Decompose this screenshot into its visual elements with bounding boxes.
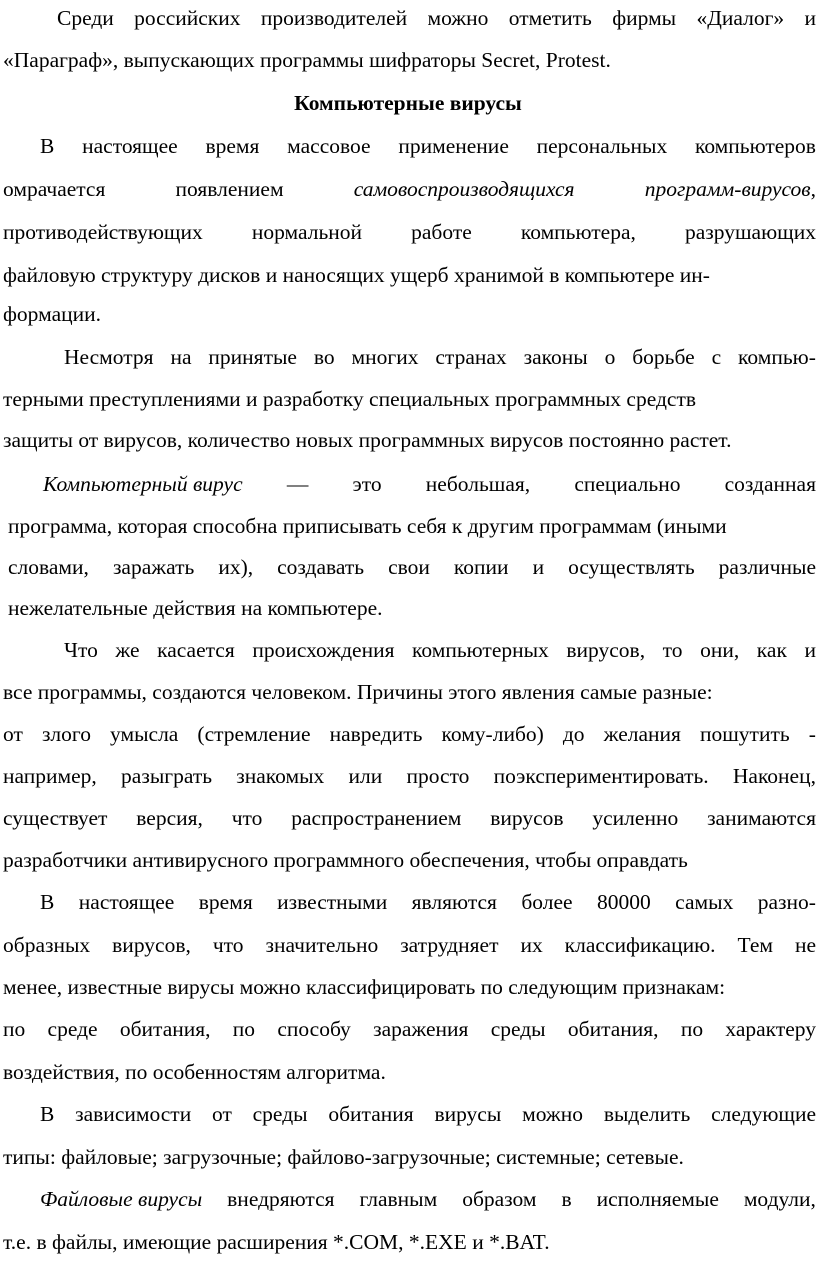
para6-line1 bbox=[40, 888, 816, 916]
word: различные bbox=[718, 555, 816, 579]
word: не bbox=[794, 933, 816, 957]
word: отметить bbox=[508, 6, 592, 30]
para8-line2: т.е. в файлы, имеющие расширения *.COM, *.EXE и *.BAT. bbox=[3, 1230, 550, 1254]
word: вирусов, bbox=[112, 933, 191, 957]
word: о bbox=[604, 345, 616, 369]
para5-line3 bbox=[3, 720, 816, 748]
word: поэкспериментировать. bbox=[493, 764, 709, 788]
para3-line3: защиты от вирусов, количество новых программных вирусов постоянно растет. bbox=[3, 428, 732, 452]
word: массовое bbox=[287, 134, 371, 158]
word: принятые bbox=[208, 345, 297, 369]
word: внедряются bbox=[227, 1187, 335, 1211]
para5-line4 bbox=[3, 762, 816, 790]
word: умысла bbox=[110, 722, 179, 746]
word: обитания, bbox=[119, 1017, 211, 1041]
word: В bbox=[40, 890, 55, 914]
word: нормальной bbox=[251, 220, 363, 244]
word: копии bbox=[453, 555, 509, 579]
word: более bbox=[521, 890, 573, 914]
word: странах bbox=[435, 345, 507, 369]
word: злого bbox=[41, 722, 91, 746]
word: компьютерных bbox=[412, 638, 549, 662]
word: кому-либо) bbox=[441, 722, 544, 746]
word: способу bbox=[277, 1017, 351, 1041]
para6-line4 bbox=[3, 1015, 816, 1043]
para5-line5 bbox=[3, 804, 816, 832]
para1-line2: «Параграф», выпускающих программы шифраторы Secret, Protest. bbox=[3, 48, 611, 72]
word: знакомых bbox=[236, 764, 325, 788]
para4-line1 bbox=[43, 470, 816, 498]
word: в bbox=[561, 1187, 572, 1211]
word: свои bbox=[388, 555, 430, 579]
word: классификацию. bbox=[564, 933, 716, 957]
para7-line2: типы: файловые; загрузочные; файлово-загрузочные; системные; сетевые. bbox=[3, 1145, 684, 1169]
para1-line1 bbox=[57, 4, 816, 32]
word: главным bbox=[359, 1187, 438, 1211]
word: — bbox=[286, 472, 309, 496]
para5-line2: все программы, создаются человеком. Причины этого явления самые разные: bbox=[3, 680, 713, 704]
word: появлением bbox=[175, 177, 284, 201]
word: осуществлять bbox=[568, 555, 695, 579]
word: образных bbox=[3, 933, 91, 957]
word: же bbox=[115, 638, 140, 662]
word: образом bbox=[462, 1187, 537, 1211]
word: касается bbox=[157, 638, 235, 662]
para6-line3: менее, известные вирусы можно классифицировать по следующим признакам: bbox=[3, 975, 726, 999]
word: В bbox=[40, 1102, 55, 1126]
word: компьютеров bbox=[694, 134, 816, 158]
para2-line2 bbox=[3, 175, 816, 203]
word: законы bbox=[523, 345, 588, 369]
word: Что bbox=[64, 638, 98, 662]
word: по bbox=[232, 1017, 256, 1041]
word: - bbox=[808, 722, 816, 746]
word: 80000 bbox=[597, 890, 651, 914]
word: персональных bbox=[536, 134, 668, 158]
word: разно- bbox=[757, 890, 816, 914]
word: как bbox=[756, 638, 787, 662]
word: компьютера, bbox=[520, 220, 636, 244]
word: самых bbox=[675, 890, 734, 914]
word: то bbox=[662, 638, 683, 662]
word: противодействующих bbox=[3, 220, 203, 244]
word: многих bbox=[351, 345, 419, 369]
word: следующие bbox=[711, 1102, 816, 1126]
word: Тем bbox=[737, 933, 773, 957]
word: что bbox=[212, 933, 244, 957]
word: на bbox=[170, 345, 192, 369]
word: среды bbox=[490, 1017, 546, 1041]
para3-line2: терными преступлениями и разработку специальных программных средств bbox=[3, 387, 696, 411]
word: желания bbox=[603, 722, 681, 746]
word: во bbox=[313, 345, 335, 369]
word: с bbox=[711, 345, 722, 369]
word: пошутить bbox=[699, 722, 790, 746]
word: известными bbox=[277, 890, 388, 914]
word: Наконец, bbox=[732, 764, 816, 788]
word: специально bbox=[574, 472, 681, 496]
word: обитания, bbox=[567, 1017, 659, 1041]
word: это bbox=[352, 472, 382, 496]
word: по bbox=[3, 1017, 26, 1041]
word: зависимости bbox=[75, 1102, 192, 1126]
word: что bbox=[231, 806, 263, 830]
word: применение bbox=[398, 134, 509, 158]
word: созданная bbox=[724, 472, 816, 496]
word: время bbox=[205, 134, 260, 158]
word: например, bbox=[3, 764, 97, 788]
para2-line1 bbox=[40, 132, 816, 160]
word: Среди bbox=[57, 6, 114, 30]
word: борьбе bbox=[632, 345, 695, 369]
word: компью- bbox=[738, 345, 816, 369]
word: российских bbox=[134, 6, 241, 30]
word: существует bbox=[3, 806, 108, 830]
word: среды bbox=[252, 1102, 308, 1126]
para5-line1 bbox=[64, 636, 816, 664]
italic-term: программ-вирусов bbox=[644, 177, 811, 201]
word: они, bbox=[700, 638, 740, 662]
word: их bbox=[520, 933, 543, 957]
para2-line3 bbox=[3, 218, 816, 246]
word: выделить bbox=[603, 1102, 691, 1126]
word: усиленно bbox=[592, 806, 679, 830]
word: создавать bbox=[277, 555, 365, 579]
word: характеру bbox=[725, 1017, 816, 1041]
para5-line6: разработчики антивирусного программного обеспечения, чтобы оправдать bbox=[3, 848, 688, 872]
para4-line4: нежелательные действия на компьютере. bbox=[8, 596, 383, 620]
word: от bbox=[211, 1102, 232, 1126]
word: версия, bbox=[136, 806, 203, 830]
word: (стремление bbox=[197, 722, 311, 746]
word: затрудняет bbox=[400, 933, 499, 957]
para2-line4: файловую структуру дисков и наносящих ущерб хранимой в компьютере ин- bbox=[3, 263, 710, 287]
word: производителей bbox=[260, 6, 408, 30]
para2-line5: формации. bbox=[3, 302, 101, 326]
word: словами, bbox=[8, 555, 89, 579]
word: фирмы bbox=[612, 6, 677, 30]
word: навредить bbox=[329, 722, 423, 746]
word: время bbox=[198, 890, 253, 914]
word: по bbox=[680, 1017, 704, 1041]
word: настоящее bbox=[82, 134, 178, 158]
word: В bbox=[40, 134, 55, 158]
word: Несмотря bbox=[64, 345, 154, 369]
word: вирусов, bbox=[566, 638, 646, 662]
word: среде bbox=[47, 1017, 98, 1041]
para6-line5: воздействия, по особенностям алгоритма. bbox=[3, 1060, 386, 1084]
section-heading: Компьютерные вирусы bbox=[294, 91, 522, 115]
para3-line1 bbox=[64, 343, 816, 371]
italic-term: Компьютерный вирус bbox=[43, 472, 243, 496]
word: исполняемые bbox=[596, 1187, 719, 1211]
word: их), bbox=[218, 555, 254, 579]
word: значительно bbox=[265, 933, 379, 957]
para4-line3 bbox=[8, 553, 816, 581]
word: от bbox=[3, 722, 23, 746]
word: «Диалог» bbox=[696, 6, 785, 30]
word: являются bbox=[411, 890, 497, 914]
word: настоящее bbox=[78, 890, 175, 914]
word: небольшая, bbox=[425, 472, 531, 496]
word: и bbox=[804, 6, 816, 30]
word: работе bbox=[411, 220, 472, 244]
word: заражения bbox=[373, 1017, 469, 1041]
word: вирусы bbox=[434, 1102, 502, 1126]
word: и bbox=[804, 638, 816, 662]
word: и bbox=[532, 555, 545, 579]
word: можно bbox=[427, 6, 489, 30]
para4-line2: программа, которая способна приписывать себя к другим программам (иными bbox=[8, 514, 727, 538]
word: можно bbox=[522, 1102, 584, 1126]
comma: , bbox=[810, 177, 816, 201]
word: распространением bbox=[291, 806, 462, 830]
word: омрачается bbox=[3, 177, 106, 201]
para7-line1 bbox=[40, 1100, 816, 1128]
word: или bbox=[348, 764, 383, 788]
word: вирусов bbox=[490, 806, 564, 830]
word: разыграть bbox=[121, 764, 213, 788]
word: заражать bbox=[112, 555, 195, 579]
word: происхождения bbox=[252, 638, 395, 662]
word: разрушающих bbox=[684, 220, 816, 244]
italic-term: Файловые вирусы bbox=[40, 1187, 203, 1211]
para8-line1 bbox=[40, 1185, 816, 1213]
word: до bbox=[562, 722, 585, 746]
word: просто bbox=[406, 764, 470, 788]
word: модули, bbox=[743, 1187, 816, 1211]
word: обитания bbox=[328, 1102, 414, 1126]
word-with-comma bbox=[645, 175, 816, 203]
word: занимаются bbox=[707, 806, 816, 830]
para6-line2 bbox=[3, 931, 816, 959]
italic-term: самовоспроизводящихся bbox=[353, 177, 575, 201]
